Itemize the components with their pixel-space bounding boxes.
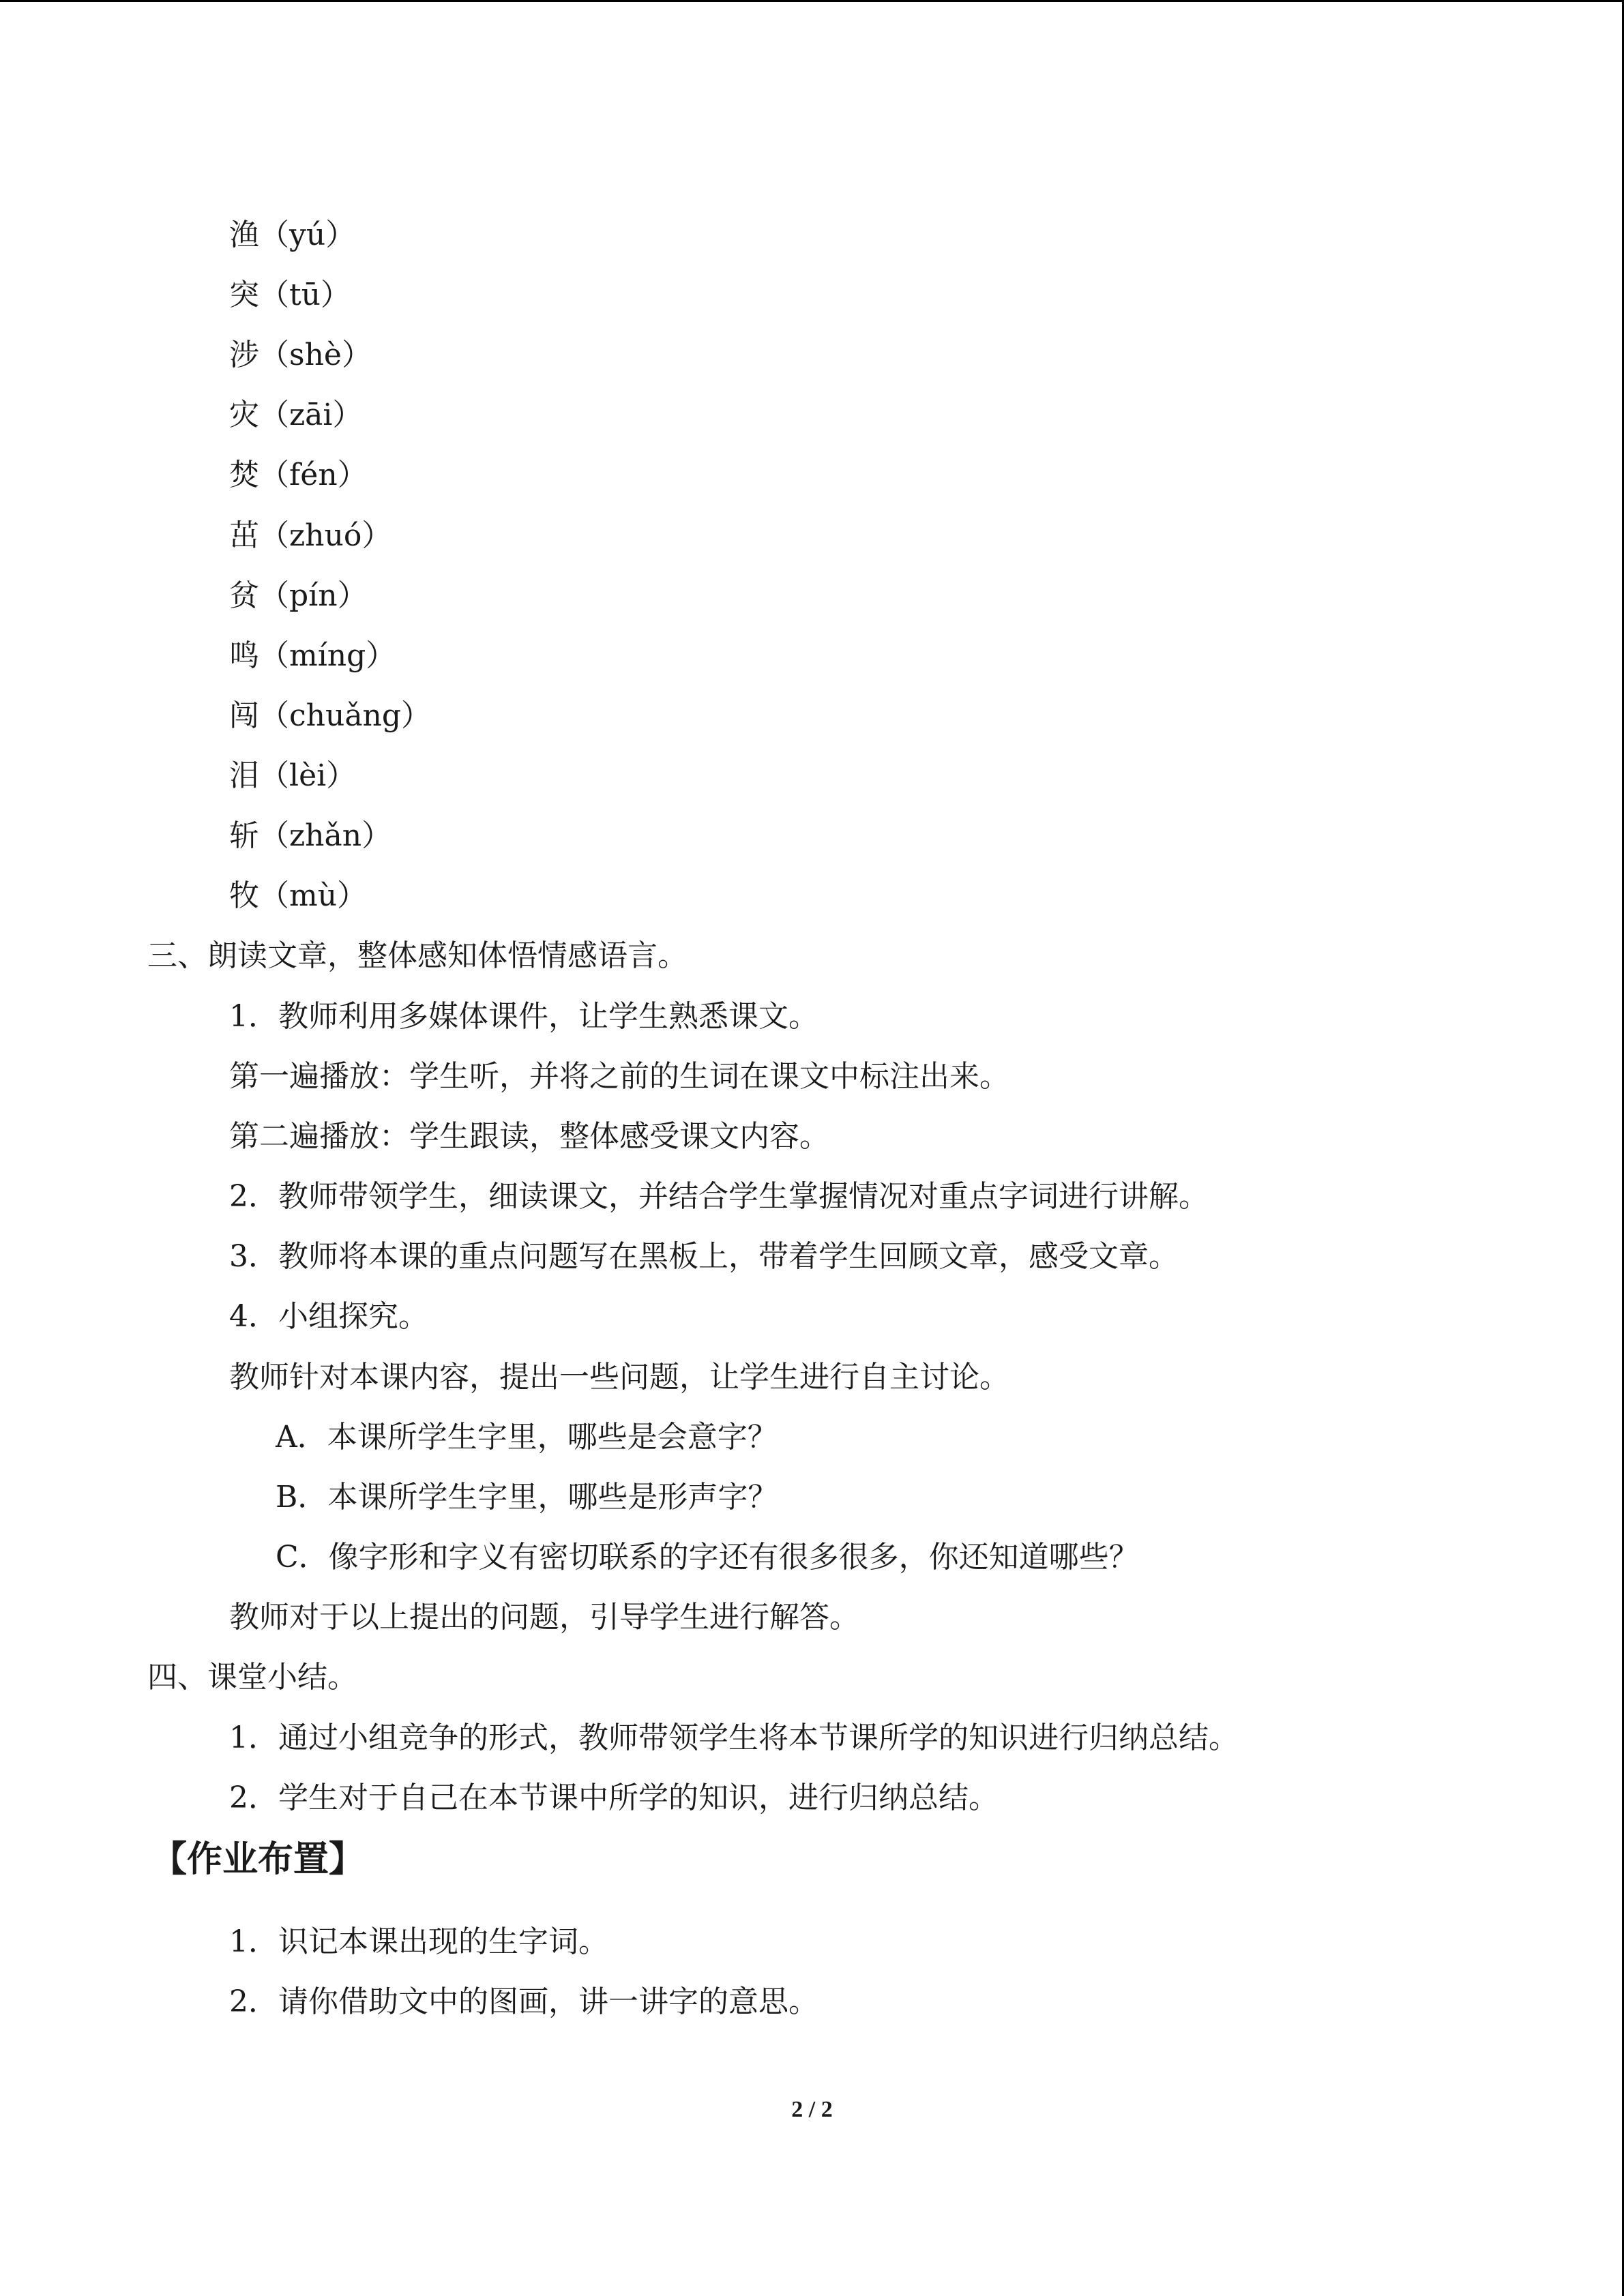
section-3-closing: 教师对于以上提出的问题，引导学生进行解答。	[229, 1600, 859, 1635]
section-3-intro: 教师针对本课内容，提出一些问题，让学生进行自主讨论。	[229, 1360, 1009, 1395]
vocab-item: 焚（fén）	[229, 458, 368, 492]
vocab-item: 闯（chuǎng）	[229, 698, 432, 733]
vocab-item: 灾（zāi）	[229, 398, 363, 432]
homework-item-2: 2．请你借助文中的图画，讲一讲字的意思。	[229, 1984, 818, 2019]
section-3-item-3: 3．教师将本课的重点问题写在黑板上，带着学生回顾文章，感受文章。	[229, 1239, 1179, 1274]
page-number: 2 / 2	[791, 2097, 833, 2122]
section-4-title: 四、课堂小结。	[147, 1660, 357, 1695]
section-3-title: 三、朗读文章，整体感知体悟情感语言。	[147, 938, 688, 973]
question-option-b: B．本课所学生字里，哪些是形声字？	[276, 1480, 778, 1515]
question-option-c: C．像字形和字义有密切联系的字还有很多很多，你还知道哪些？	[276, 1540, 1139, 1575]
section-3-item-1: 1．教师利用多媒体课件，让学生熟悉课文。	[229, 999, 818, 1034]
vocab-item: 泪（lèi）	[229, 758, 357, 793]
vocab-item: 渔（yú）	[229, 218, 356, 252]
section-4-item-2: 2．学生对于自己在本节课中所学的知识，进行归纳总结。	[229, 1780, 999, 1815]
section-4-item-1: 1．通过小组竞争的形式，教师带领学生将本节课所学的知识进行归纳总结。	[229, 1720, 1239, 1755]
vocab-item: 茁（zhuó）	[229, 518, 392, 553]
vocab-item: 突（tū）	[229, 278, 351, 312]
homework-heading: 【作业布置】	[151, 1839, 365, 1880]
vocab-item: 牧（mù）	[229, 878, 368, 913]
vocab-item: 斩（zhǎn）	[229, 818, 392, 853]
section-3-item-4: 4．小组探究。	[229, 1299, 428, 1334]
question-option-a: A．本课所学生字里，哪些是会意字？	[276, 1420, 778, 1455]
vocab-item: 涉（shè）	[229, 338, 372, 372]
homework-item-1: 1．识记本课出现的生字词。	[229, 1924, 608, 1959]
vocab-item: 鸣（míng）	[229, 638, 396, 673]
section-3-play-1: 第一遍播放：学生听，并将之前的生词在课文中标注出来。	[229, 1059, 1009, 1094]
vocab-item: 贫（pín）	[229, 578, 368, 613]
section-3-play-2: 第二遍播放：学生跟读，整体感受课文内容。	[229, 1119, 829, 1154]
section-3-item-2: 2．教师带领学生，细读课文，并结合学生掌握情况对重点字词进行讲解。	[229, 1179, 1209, 1214]
